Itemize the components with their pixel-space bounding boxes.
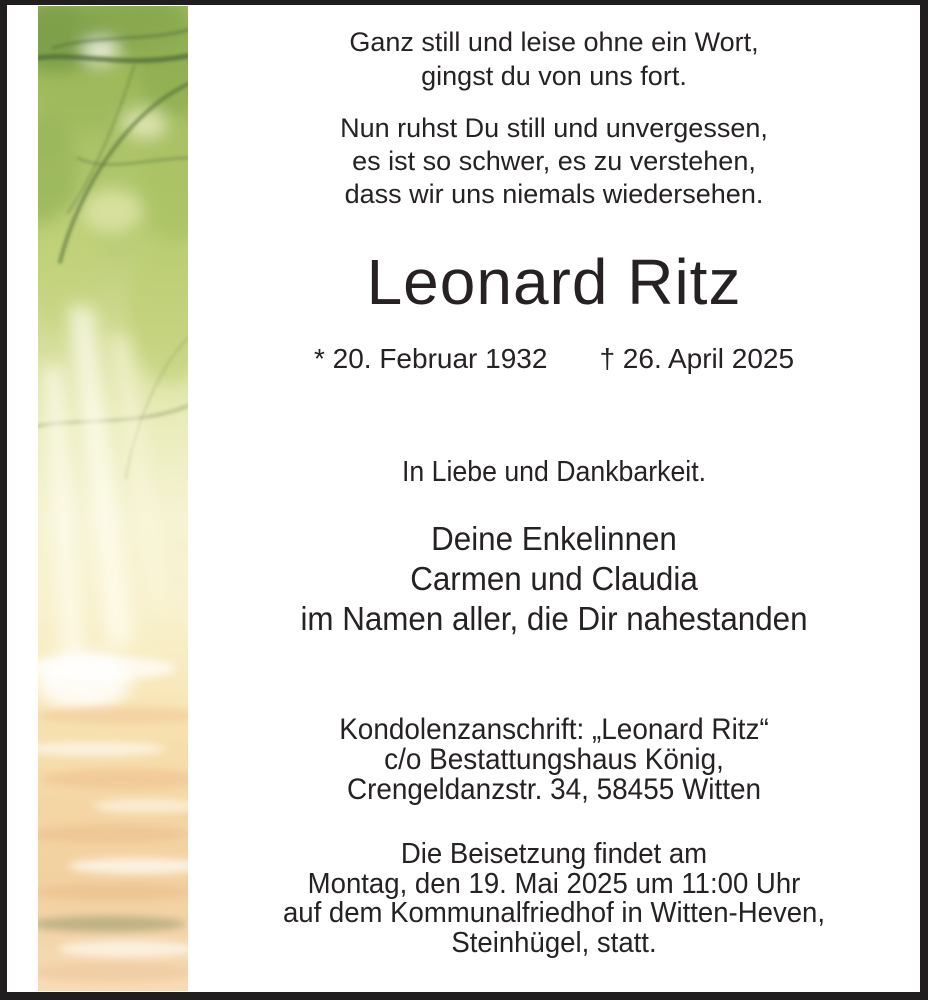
funeral-line: auf dem Kommunalfriedhof in Witten-Heven, — [282, 897, 826, 929]
verse-line: dass wir uns niemals wiedersehen. — [344, 179, 764, 209]
opening-verse — [188, 25, 920, 93]
verse-line: gingst du von uns fort. — [421, 61, 687, 91]
condolence-line: c/o Bestattungshaus König, — [384, 743, 724, 776]
funeral-line: Steinhügel, statt. — [451, 926, 657, 959]
verse-line: Nun ruhst Du still und unvergessen, — [340, 113, 768, 143]
mourners-block — [206, 519, 901, 639]
obituary-text-column — [188, 5, 920, 992]
deceased-name: Leonard Ritz — [366, 246, 742, 318]
funeral-info-block — [206, 840, 901, 958]
verse-line: es ist so schwer, es zu verstehen, — [352, 146, 756, 176]
dedication-line: In Liebe und Dankbarkeit. — [401, 456, 707, 488]
second-verse — [188, 112, 920, 211]
sunlit-forest-photo — [38, 6, 188, 991]
mourner-line: Carmen und Claudia — [410, 560, 698, 597]
forest-photo-graphic — [38, 6, 188, 991]
condolence-address-block — [214, 715, 895, 805]
mourner-line: im Namen aller, die Dir nahestanden — [300, 600, 808, 637]
funeral-line: Montag, den 19. Mai 2025 um 11:00 Uhr — [307, 867, 801, 900]
condolence-line: Crengeldanzstr. 34, 58455 Witten — [346, 773, 762, 806]
verse-line: Ganz still und leise ohne ein Wort, — [349, 27, 759, 57]
life-dates — [188, 342, 920, 376]
funeral-line: Die Beisetzung findet am — [400, 838, 708, 870]
birth-date: * 20. Februar 1932 — [313, 343, 548, 374]
mourner-line: Deine Enkelinnen — [431, 520, 677, 557]
death-date: † 26. April 2025 — [599, 343, 795, 374]
condolence-line: Kondolenzanschrift: „Leonard Ritz“ — [339, 713, 769, 746]
